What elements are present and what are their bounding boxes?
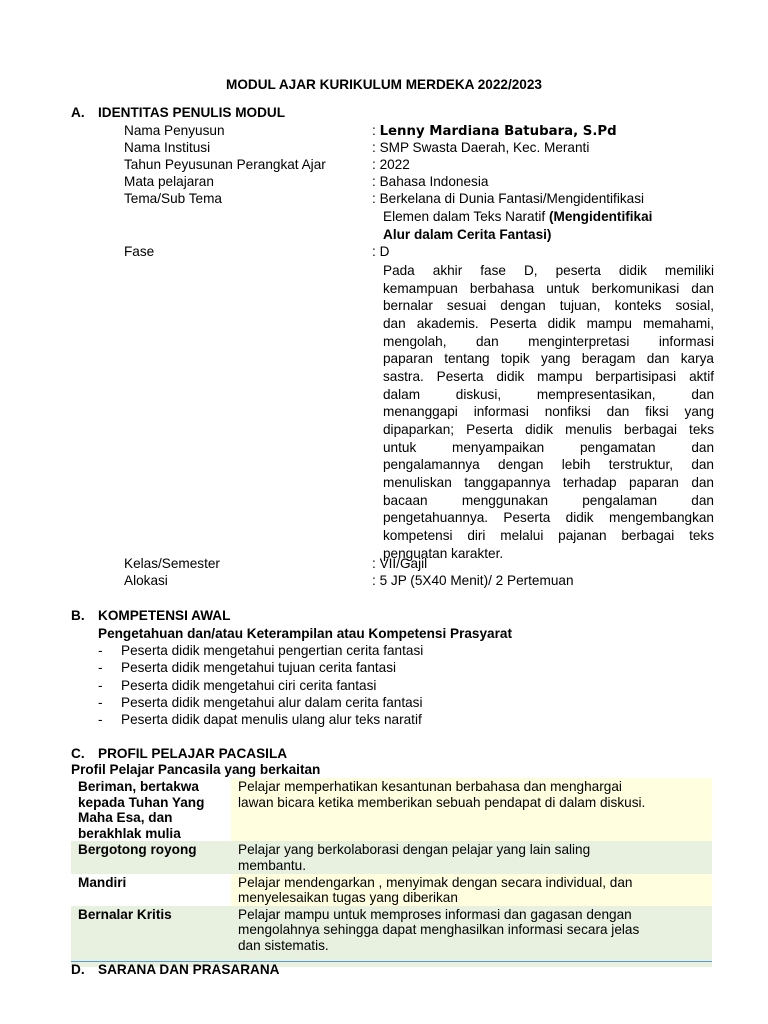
profile-desc-line: dan sistematis. xyxy=(238,937,329,953)
fase-desc-line: dalam diskusi, mempresentasikan, dan xyxy=(383,386,714,402)
profile-desc-line: Pelajar yang berkolaborasi dengan pelajar yang lain saling xyxy=(238,842,591,858)
list-item xyxy=(98,695,423,710)
fase-desc-line: kompetensi diri melalui pajanan berbagai teks xyxy=(383,527,714,543)
label-tahun: Tahun Peyusunan Perangkat Ajar xyxy=(124,157,326,172)
label-mata-pelajaran: Mata pelajaran xyxy=(124,174,214,189)
author-name: Lenny Mardiana Batubara, S.Pd xyxy=(379,124,617,139)
profile-desc-line: membantu. xyxy=(238,857,307,873)
section-b-title: KOMPETENSI AWAL xyxy=(98,608,231,623)
value-tema-line3: Alur dalam Cerita Fantasi) xyxy=(383,227,552,242)
section-c-heading xyxy=(71,746,287,761)
value-tahun: : 2022 xyxy=(372,157,410,172)
fase-description xyxy=(383,262,714,562)
fase-desc-line: dan akademis. Peserta didik mampu memahami, xyxy=(383,315,714,331)
value-tema-line2 xyxy=(383,209,652,224)
profile-desc-cell xyxy=(231,778,712,841)
label-tema: Tema/Sub Tema xyxy=(124,191,222,206)
page-title: MODUL AJAR KURIKULUM MERDEKA 2022/2023 xyxy=(226,77,542,92)
value-mata-pelajaran: : Bahasa Indonesia xyxy=(372,174,489,189)
value-kelas: : VII/Gajil xyxy=(372,556,428,571)
profile-key-cell xyxy=(71,906,231,967)
list-item-text: Peserta didik mengetahui tujuan cerita fantasi xyxy=(121,660,397,675)
section-b-heading xyxy=(71,608,230,623)
table-row xyxy=(71,841,712,873)
fase-desc-line: Pada akhir fase D, peserta didik memiliki xyxy=(383,263,714,278)
fase-desc-line: dipaparkan; Peserta didik menulis berbagai teks xyxy=(383,421,714,437)
list-item xyxy=(98,660,396,675)
subject-value: Bahasa Indonesia xyxy=(379,174,489,189)
profile-key-line: Mandiri xyxy=(78,874,127,890)
profile-desc-line: lawan bicara ketika memberikan sebuah pendapat di dalam diskusi. xyxy=(238,794,646,810)
profile-desc-line: Pelajar memperhatikan kesantunan berbahasa dan menghargai xyxy=(238,779,622,794)
section-d-title: SARANA DAN PRASARANA xyxy=(98,962,280,977)
profile-key-line: Maha Esa, dan xyxy=(78,810,173,826)
profile-key-line: kepada Tuhan Yang xyxy=(78,794,205,810)
table-row xyxy=(71,778,712,841)
list-item xyxy=(98,712,422,727)
label-kelas: Kelas/Semester xyxy=(124,556,220,571)
value-nama-penyusun: : Lenny Mardiana Batubara, S.Pd xyxy=(372,123,617,139)
fase-desc-line: bacaan menggunakan pengalaman dan xyxy=(383,492,714,508)
fase-desc-line: penguatan karakter. xyxy=(383,545,504,561)
section-d-heading xyxy=(71,962,280,977)
bullet-dash: - xyxy=(98,712,103,727)
profile-desc-cell xyxy=(231,841,712,873)
section-b-number: B. xyxy=(71,608,85,623)
profile-table xyxy=(71,778,712,967)
institution-value: SMP Swasta Daerah, Kec. Meranti xyxy=(379,140,590,155)
fase-desc-line: paparan tentang topik yang beragam dan karya xyxy=(383,351,714,367)
fase-desc-line: mengolah, dan menginterpretasi informasi xyxy=(383,333,714,349)
profile-key-cell xyxy=(71,874,231,906)
section-b-subtitle: Pengetahuan dan/atau Keterampilan atau Kompetensi Prasyarat xyxy=(98,626,512,641)
fase-desc-line: menuliskan tanggapannya terhadap paparan dan xyxy=(383,474,714,490)
section-c-subtitle: Profil Pelajar Pancasila yang berkaitan xyxy=(71,762,321,777)
label-nama-penyusun: Nama Penyusun xyxy=(124,123,225,138)
label-nama-institusi: Nama Institusi xyxy=(124,140,211,155)
profile-key-line: Bergotong royong xyxy=(78,842,197,858)
value-fase: : D xyxy=(372,244,390,259)
tema-line2-regular: Elemen dalam Teks Naratif xyxy=(383,209,549,224)
fase-desc-line: untuk menyampaikan pengamatan dan xyxy=(383,439,714,455)
section-a-heading xyxy=(71,105,285,120)
profile-key-line: Bernalar Kritis xyxy=(78,906,172,922)
value-alokasi: : 5 JP (5X40 Menit)/ 2 Pertemuan xyxy=(372,573,574,588)
list-item xyxy=(98,643,423,658)
section-a-title: IDENTITAS PENULIS MODUL xyxy=(98,105,286,120)
profile-key-cell xyxy=(71,778,231,841)
label-alokasi: Alokasi xyxy=(124,573,168,588)
profile-key-line: berakhlak mulia xyxy=(78,825,181,841)
fase-desc-line: kemampuan berbahasa untuk berkomunikasi dan xyxy=(383,280,714,296)
value-nama-institusi: : SMP Swasta Daerah, Kec. Meranti xyxy=(372,140,590,155)
fase-desc-line: pengalamannya dengan lebih terstruktur, dan xyxy=(383,457,714,473)
fase-desc-line: sastra. Peserta didik mampu berpartisipasi aktif xyxy=(383,368,714,384)
list-item-text: Peserta didik mengetahui alur dalam cerita fantasi xyxy=(121,695,423,710)
list-item xyxy=(98,678,376,693)
profile-desc-line: mengolahnya sehingga dapat menghasilkan informasi secara jelas xyxy=(238,922,640,938)
tema-line1: Berkelana di Dunia Fantasi/Mengidentifikasi xyxy=(379,191,645,206)
year-value: 2022 xyxy=(379,157,410,172)
profile-desc-line: Pelajar mendengarkan , menyimak dengan secara individual, dan xyxy=(238,874,633,890)
list-item-text: Peserta didik mengetahui ciri cerita fantasi xyxy=(121,678,377,693)
section-d-number: D. xyxy=(71,962,85,977)
label-fase: Fase xyxy=(124,244,155,259)
fase-desc-line: bernalar sesuai dengan tujuan, konteks sosial, xyxy=(383,298,714,314)
profile-desc-line: menyelesaikan tugas yang diberikan xyxy=(238,890,458,906)
value-tema-line1: : Berkelana di Dunia Fantasi/Mengidentifikasi xyxy=(372,191,645,206)
profile-key-line: Beriman, bertakwa xyxy=(78,779,199,794)
profile-key-cell xyxy=(71,841,231,873)
section-c-number: C. xyxy=(71,746,85,761)
alokasi-value: 5 JP (5X40 Menit)/ 2 Pertemuan xyxy=(379,573,574,588)
tema-line2-bold: (Mengidentifikai xyxy=(548,209,653,224)
bullet-dash: - xyxy=(98,660,103,675)
profile-desc-line: Pelajar mampu untuk memproses informasi dan gagasan dengan xyxy=(238,906,632,922)
bullet-dash: - xyxy=(98,695,103,710)
fase-value: D xyxy=(379,244,390,259)
list-item-text: Peserta didik dapat menulis ulang alur teks naratif xyxy=(121,712,422,727)
table-row xyxy=(71,874,712,906)
table-row xyxy=(71,906,712,967)
fase-desc-line: menanggapi informasi nonfiksi dan fiksi yang xyxy=(383,404,714,420)
fase-desc-line: pengetahuannya. Peserta didik mengembangkan xyxy=(383,510,714,526)
list-item-text: Peserta didik mengetahui pengertian cerita fantasi xyxy=(121,643,424,658)
kelas-value: VII/Gajil xyxy=(379,556,428,571)
profile-desc-cell xyxy=(231,906,712,967)
bullet-dash: - xyxy=(98,678,103,693)
bullet-dash: - xyxy=(98,643,103,658)
section-c-title: PROFIL PELAJAR PACASILA xyxy=(98,746,288,761)
section-a-number: A. xyxy=(71,105,85,120)
profile-desc-cell xyxy=(231,874,712,906)
